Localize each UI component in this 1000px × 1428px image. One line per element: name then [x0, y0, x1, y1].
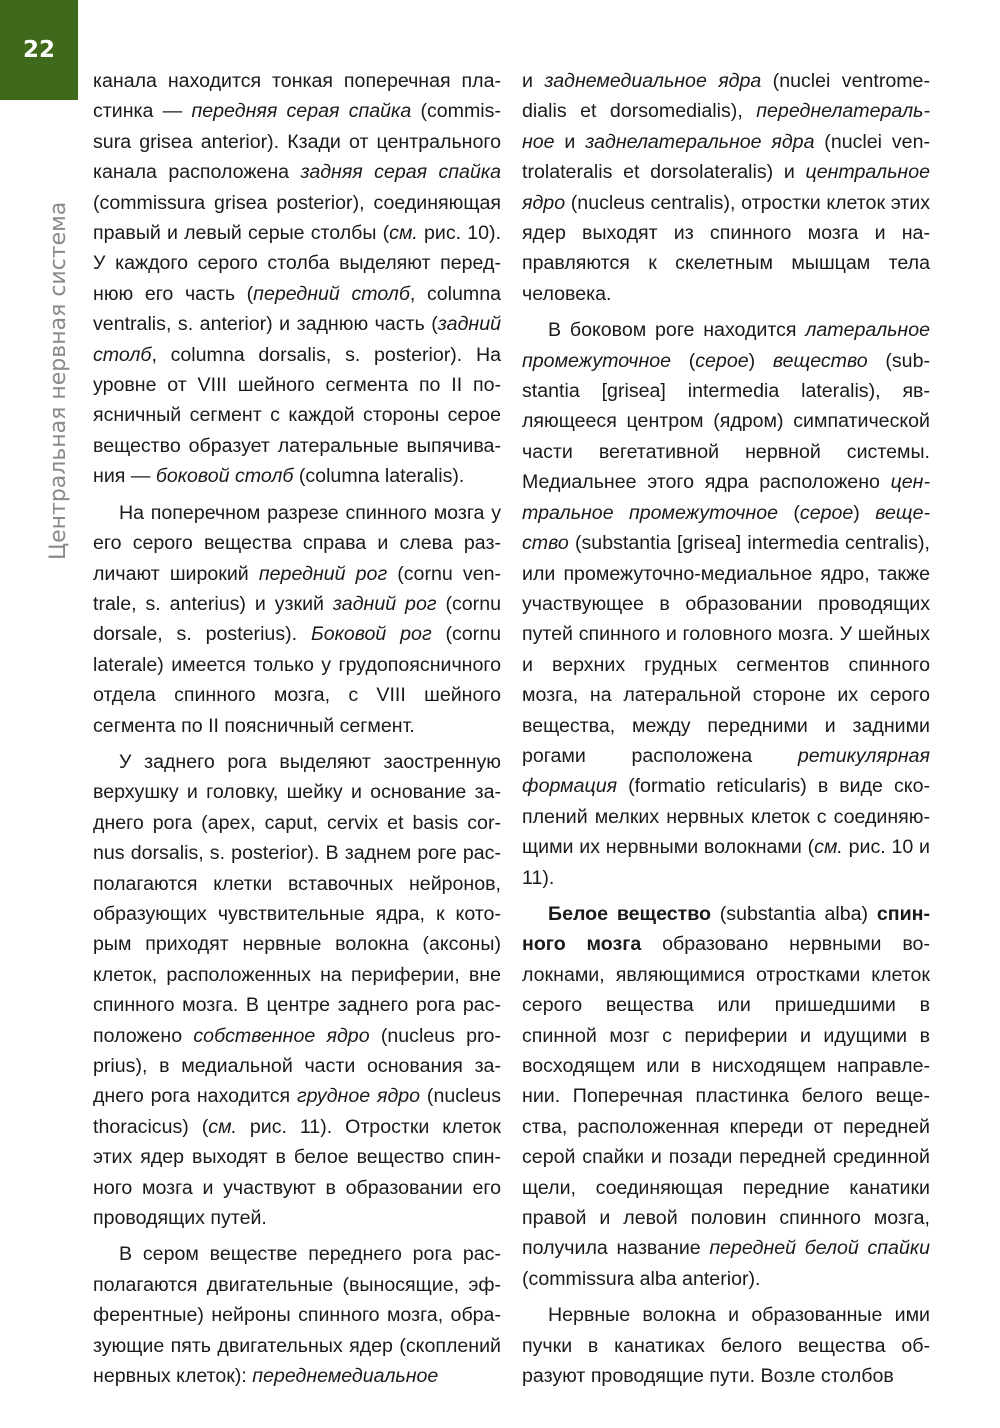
paragraph: канала находится тонкая поперечная пластинка — передняя серая спайка (commissura grisea anterior). Кзади от центрального канала расположена задняя серая спайка (commissura grisea posterior), соединяющая правый и левый серые столбы (см. рис. 10). У каждого серого столба выделяют переднюю его часть (передний столб, columna ventralis, s. anterior) и заднюю часть (задний столб, columna dorsalis, s. posterior). На уровне от VIII шейного сегмента по II поясничный сегмент с каждой стороны серое вещество образует латеральные выпячивания — боковой столб (columna lateralis).	[93, 70, 502, 488]
paragraph: На поперечном разрезе спинного мозга у его серого вещества справа и слева различают широкий передний рог (cornu ventrale, s. anterius) и узкий задний рог (cornu dorsale, s. posterius). Боковой рог (cornu laterale) имеется только у грудопоясничного отдела спинного мозга, с VIII шейного сегмента по II поясничный сегмент.	[93, 501, 501, 737]
paragraph: Нервные волокна и образованные ими пучки в канатиках белого вещества образуют проводящие пути. Возле столбов	[522, 1304, 930, 1388]
left-column	[93, 66, 501, 1391]
paragraph: У заднего рога выделяют заостренную верхушку и головку, шейку и основание заднего рога (apex, caput, cervix et basis cornus dorsalis, s. posterior). В заднем роге располагаются клетки вставочных нейронов, образующих чувствительные ядра, к которым приходят нервные волокна (аксоны) клеток, расположенных на периферии, вне спинного мозга. В центре заднего рога расположено собственное ядро (nucleus proprius), в медиальной части основания заднего рога находится грудное ядро (nucleus thoracicus) (см. рис. 11). Отростки клеток этих ядер выходят в белое вещество спинного мозга и участвуют в образовании его проводящих путей.	[93, 750, 501, 1230]
right-column	[522, 66, 930, 1391]
paragraph: и заднемедиальное ядра (nuclei ventromedialis et dorsomedialis), переднелатеральное и заднелатеральное ядра (nuclei ventrolateralis et dorsolateralis) и центральное ядро (nucleus centralis), отростки клеток этих ядер выходят из спинного мозга и направляются к скелетным мышцам тела человека.	[522, 70, 930, 305]
paragraph: В сером веществе переднего рога располагаются двигательные (выносящие, эфферентные) нейроны спинного мозга, образующие пять двигательных ядер (скоплений нервных клеток): переднемедиальное	[93, 1243, 501, 1388]
paragraph: Белое вещество (substantia alba) спинного мозга образовано нервными волокнами, являющимися отростками клеток серого вещества или пришедшими в спинной мозг с периферии и идущими в восходящем или в нисходящем направлении. Поперечная пластинка белого вещества, расположенная кпереди от передней серой спайки и позади передней срединной щели, соединяющая передние канатики правой и левой половин спинного мозга, получила название передней белой спайки (commissura alba anterior).	[522, 902, 930, 1290]
page-number: 22	[22, 37, 55, 63]
paragraph: В боковом роге находится латеральное промежуточное (серое) вещество (substantia [grisea] intermedia lateralis), являющееся центром (ядром) симпатической части вегетативной нервной системы. Медиальнее этого ядра расположено центральное промежуточное (серое) вещество (substantia [grisea] intermedia centralis), или промежуточно-медиальное ядро, также участвующее в образовании проводящих путей спинного и головного мозга. У шейных и верхних грудных сегментов спинного мозга, на латеральной стороне их серого вещества, между передними и задними рогами расположена ретикулярная формация (formatio reticularis) в виде скоплений мелких нервных клеток с соединяющими их нервными волокнами (см. рис. 10 и 11).	[522, 319, 931, 889]
running-head: Центральная нервная система	[46, 201, 71, 560]
page-number-badge	[0, 0, 78, 100]
